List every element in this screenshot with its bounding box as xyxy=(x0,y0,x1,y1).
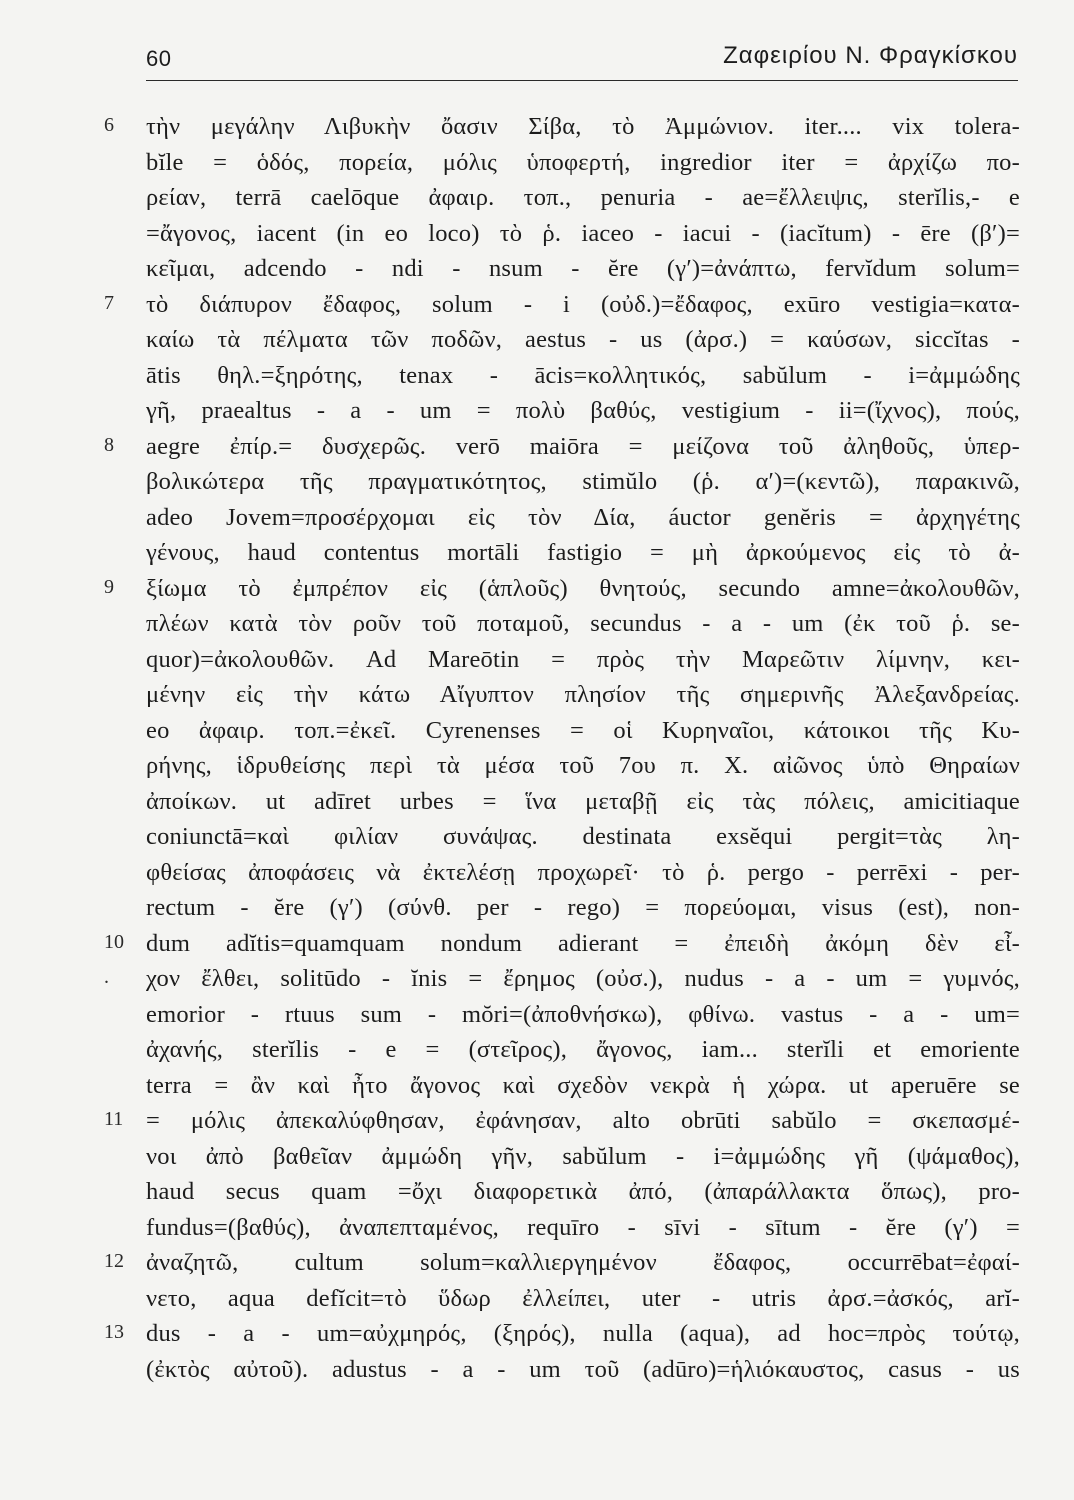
line-text: emorior - rtuus sum - mŏri=(ἀποθνήσκω), φθίνω. vastus - a - um= xyxy=(146,1000,1020,1028)
text-line xyxy=(0,678,1074,714)
text-line xyxy=(0,927,1074,963)
line-text: ρείαν, terrā caelōque ἀφαιρ. τοπ., penuria - ae=ἔλλειψις, sterĭlis,- e xyxy=(146,184,1020,211)
line-text: τὸ διάπυρον ἔδαφος, solum - i (οὐδ.)=ἔδαφος, exūro vestigia=κατα- xyxy=(146,290,1020,318)
line-text: νετο, aqua defĭcit=τὸ ὕδωρ ἐλλείπει, uter - utris ἀρσ.=ἀσκός, arĭ- xyxy=(146,1284,1020,1312)
text-line xyxy=(0,1353,1074,1389)
text-line xyxy=(0,430,1074,466)
text-line xyxy=(0,394,1074,430)
text-line xyxy=(0,1140,1074,1176)
line-text: φθείσας ἀποφάσεις νὰ ἐκτελέσῃ προχωρεῖ· τὸ ῥ. pergo - perrēxi - per- xyxy=(146,858,1020,886)
line-text: aegre ἐπίρ.= δυσχερῶς. verō maiōra = μείζονα τοῦ ἀληθοῦς, ὑπερ- xyxy=(146,432,1020,460)
line-number: 10 xyxy=(104,930,124,953)
text-line xyxy=(0,465,1074,501)
text-line xyxy=(0,501,1074,537)
page-header xyxy=(146,36,1018,81)
commentary-text xyxy=(0,110,1074,1388)
line-text: (ἐκτὸς αὐτοῦ). adustus - a - um τοῦ (adūro)=ἡλιόκαυστος, casus - us xyxy=(146,1355,1020,1383)
line-text: ξίωμα τὸ ἐμπρέπον εἰς (ἁπλοῦς) θνητούς, secundo amne=ἀκολουθῶν, xyxy=(146,574,1020,602)
line-text: πλέων κατὰ τὸν ροῦν τοῦ ποταμοῦ, secundus - a - um (ἐκ τοῦ ῥ. se- xyxy=(146,610,1020,637)
text-line xyxy=(0,252,1074,288)
text-line xyxy=(0,643,1074,679)
text-line xyxy=(0,962,1074,998)
text-line xyxy=(0,1175,1074,1211)
line-number: . xyxy=(104,966,109,988)
line-text: χον ἔλθει, solitūdo - ĭnis = ἔρημος (οὐσ.), nudus - a - um = γυμνός, xyxy=(146,965,1020,992)
line-text: τὴν μεγάλην Λιβυκὴν ὄασιν Σίβα, τὸ Ἀμμώνιον. iter.... vix tolera- xyxy=(146,113,1020,140)
text-line xyxy=(0,785,1074,821)
line-number: 7 xyxy=(104,291,114,314)
text-line xyxy=(0,1033,1074,1069)
line-number: 12 xyxy=(104,1250,124,1272)
line-text: καίω τὰ πέλματα τῶν ποδῶν, aestus - us (ἀρσ.) = καύσων, siccĭtas - xyxy=(146,326,1020,353)
text-line xyxy=(0,323,1074,359)
line-text: adeo Jovem=προσέρχομαι εἰς τὸν Δία, áuctor genĕris = ἀρχηγέτης xyxy=(146,503,1020,531)
line-text: =ἄγονος, iacent (in eo loco) τὸ ῥ. iaceo - iacui - (iacĭtum) - ēre (β′)= xyxy=(146,219,1020,247)
text-line xyxy=(0,217,1074,253)
text-line xyxy=(0,288,1074,324)
line-text: ātis θηλ.=ξηρότης, tenax - ācis=κολλητικός, sabŭlum - i=ἀμμώδης xyxy=(146,361,1020,389)
line-text: haud secus quam =ὄχι διαφορετικὰ ἀπό, (ἀπαράλλακτα ὅπως), pro- xyxy=(146,1178,1020,1205)
text-line xyxy=(0,536,1074,572)
line-number: 6 xyxy=(104,114,114,136)
line-text: eo ἀφαιρ. τοπ.=ἐκεῖ. Cyrenenses = οἱ Κυρηναῖοι, κάτοικοι τῆς Κυ- xyxy=(146,716,1020,744)
line-text: ἀποίκων. ut adīret urbes = ἵνα μεταβῇ εἰς τὰς πόλεις, amicitiaque xyxy=(146,787,1020,815)
text-line xyxy=(0,1246,1074,1282)
line-text: βολικώτερα τῆς πραγματικότητος, stimŭlo (ῥ. α′)=(κεντῶ), παρακινῶ, xyxy=(146,468,1020,495)
text-line xyxy=(0,607,1074,643)
line-text: dum adĭtis=quamquam nondum adierant = ἐπειδὴ ἀκόμη δὲν εἶ- xyxy=(146,929,1020,957)
text-line xyxy=(0,1282,1074,1318)
line-text: ρήνης, ἱδρυθείσης περὶ τὰ μέσα τοῦ 7ου π. Χ. αἰῶνος ὑπὸ Θηραίων xyxy=(146,752,1020,779)
text-line xyxy=(0,1317,1074,1353)
text-line xyxy=(0,110,1074,146)
line-text: bĭle = ὁδός, πορεία, μόλις ὑποφερτή, ingredior iter = ἀρχίζω πο- xyxy=(146,148,1020,176)
text-line xyxy=(0,572,1074,608)
line-text: νοι ἀπὸ βαθεῖαν ἀμμώδη γῆν, sabŭlum - i=ἀμμώδης γῆ (ψάμαθος), xyxy=(146,1142,1020,1170)
line-number: 9 xyxy=(104,575,114,598)
text-line xyxy=(0,856,1074,892)
line-text: terra = ἂν καὶ ἦτο ἄγονος καὶ σχεδὸν νεκρὰ ἡ χώρα. ut aperuēre se xyxy=(146,1071,1020,1099)
running-head: Ζαφειρίου Ν. Φραγκίσκου xyxy=(723,42,1018,69)
line-text: ἀναζητῶ, cultum solum=καλλιεργημένον ἔδαφος, occurrēbat=ἐφαί- xyxy=(146,1249,1020,1276)
line-text: fundus=(βαθύς), ἀναπεπταμένος, requīro - sīvi - sītum - ĕre (γ′) = xyxy=(146,1213,1020,1241)
page-number: 60 xyxy=(146,46,172,71)
text-line xyxy=(0,146,1074,182)
line-text: μένην εἰς τὴν κάτω Αἴγυπτον πλησίον τῆς σημερινῆς Ἀλεξανδρείας. xyxy=(146,681,1020,708)
line-text: γένους, haud contentus mortāli fastigio = μὴ ἀρκούμενος εἰς τὸ ἀ- xyxy=(146,539,1020,566)
text-line xyxy=(0,181,1074,217)
text-line xyxy=(0,359,1074,395)
line-number: 8 xyxy=(104,433,114,456)
line-text: = μόλις ἀπεκαλύφθησαν, ἐφάνησαν, alto obrūti sabŭlo = σκεπασμέ- xyxy=(146,1107,1020,1134)
line-text: rectum - ĕre (γ′) (σύνθ. per - rego) = πορεύομαι, visus (est), non- xyxy=(146,894,1020,921)
text-line xyxy=(0,820,1074,856)
text-line xyxy=(0,714,1074,750)
line-text: quor)=ἀκολουθῶν. Ad Mareōtin = πρὸς τὴν Μαρεῶτιν λίμνην, κει- xyxy=(146,645,1020,673)
line-text: ἀχανής, sterĭlis - e = (στεῖρος), ἄγονος, iam... sterĭli et emoriente xyxy=(146,1036,1020,1063)
line-text: κεῖμαι, adcendo - ndi - nsum - ĕre (γ′)=ἀνάπτω, fervĭdum solum= xyxy=(146,255,1020,282)
text-line xyxy=(0,998,1074,1034)
line-text: γῆ, praealtus - a - um = πολὺ βαθύς, vestigium - ii=(ἴχνος), πούς, xyxy=(146,397,1020,424)
text-line xyxy=(0,749,1074,785)
text-line xyxy=(0,1104,1074,1140)
text-line xyxy=(0,1069,1074,1105)
line-text: dus - a - um=αὐχμηρός, (ξηρός), nulla (aqua), ad hoc=πρὸς τούτῳ, xyxy=(146,1320,1020,1347)
line-text: coniunctā=καὶ φιλίαν συνάψας. destinata exsĕqui pergit=τὰς λη- xyxy=(146,823,1020,850)
text-line xyxy=(0,1211,1074,1247)
line-number: 11 xyxy=(104,1108,124,1130)
text-line xyxy=(0,891,1074,927)
line-number: 13 xyxy=(104,1321,124,1343)
